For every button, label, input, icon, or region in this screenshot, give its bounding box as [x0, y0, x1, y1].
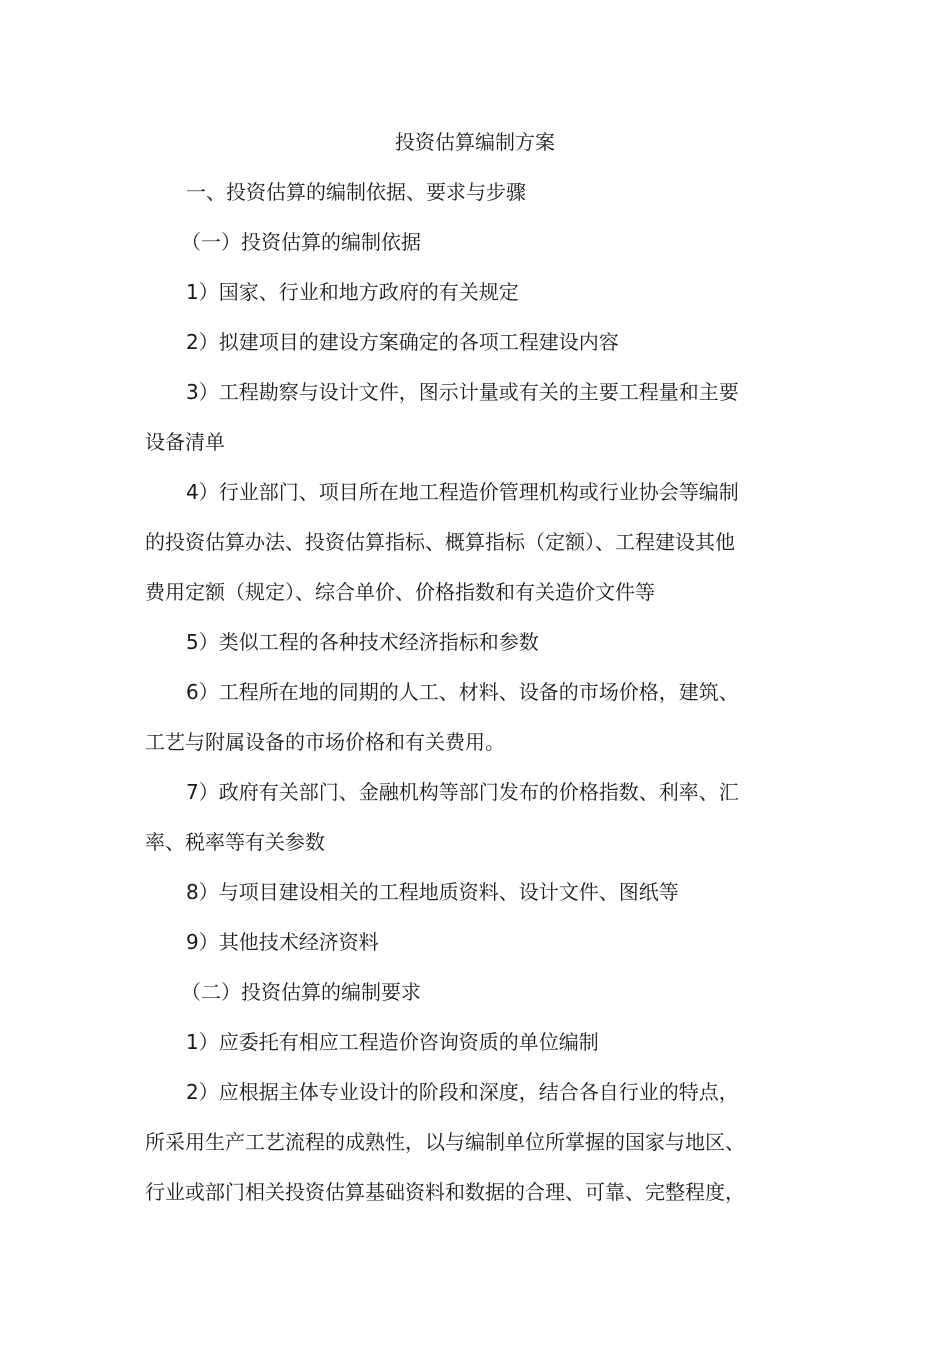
- text-line: 2）拟建项目的建设方案确定的各项工程建设内容: [186, 330, 619, 354]
- text-line: 2）应根据主体专业设计的阶段和深度，结合各自行业的特点，: [186, 1080, 739, 1104]
- text-line: 1）国家、行业和地方政府的有关规定: [186, 280, 519, 304]
- text-line: 所采用生产工艺流程的成熟性，以与编制单位所掌握的国家与地区、: [145, 1130, 745, 1154]
- text-line: 一、投资估算的编制依据、要求与步骤: [186, 180, 526, 204]
- text-line: 设备清单: [145, 430, 225, 454]
- text-line: 8）与项目建设相关的工程地质资料、设计文件、图纸等: [186, 880, 679, 904]
- text-line: 5）类似工程的各种技术经济指标和参数: [186, 630, 539, 654]
- text-line: （一）投资估算的编制依据: [181, 230, 421, 254]
- text-line: 4）行业部门、项目所在地工程造价管理机构或行业协会等编制: [186, 480, 739, 504]
- text-line: 6）工程所在地的同期的人工、材料、设备的市场价格，建筑、: [186, 680, 739, 704]
- text-line: 行业或部门相关投资估算基础资料和数据的合理、可靠、完整程度，: [145, 1180, 745, 1204]
- text-line: 的投资估算办法、投资估算指标、概算指标（定额）、工程建设其他: [145, 530, 735, 554]
- document-body: [145, 178, 785, 1228]
- text-line: （二）投资估算的编制要求: [181, 980, 421, 1004]
- text-line: 7）政府有关部门、金融机构等部门发布的价格指数、利率、汇: [186, 780, 739, 804]
- text-line: 1）应委托有相应工程造价咨询资质的单位编制: [186, 1030, 599, 1054]
- document-title: 投资估算编制方案: [395, 130, 555, 154]
- text-line: 工艺与附属设备的市场价格和有关费用。: [145, 730, 505, 754]
- text-line: 费用定额（规定）、综合单价、价格指数和有关造价文件等: [145, 580, 655, 604]
- text-line: 3）工程勘察与设计文件，图示计量或有关的主要工程量和主要: [186, 380, 739, 404]
- text-line: 9）其他技术经济资料: [186, 930, 379, 954]
- text-line: 率、税率等有关参数: [145, 830, 325, 854]
